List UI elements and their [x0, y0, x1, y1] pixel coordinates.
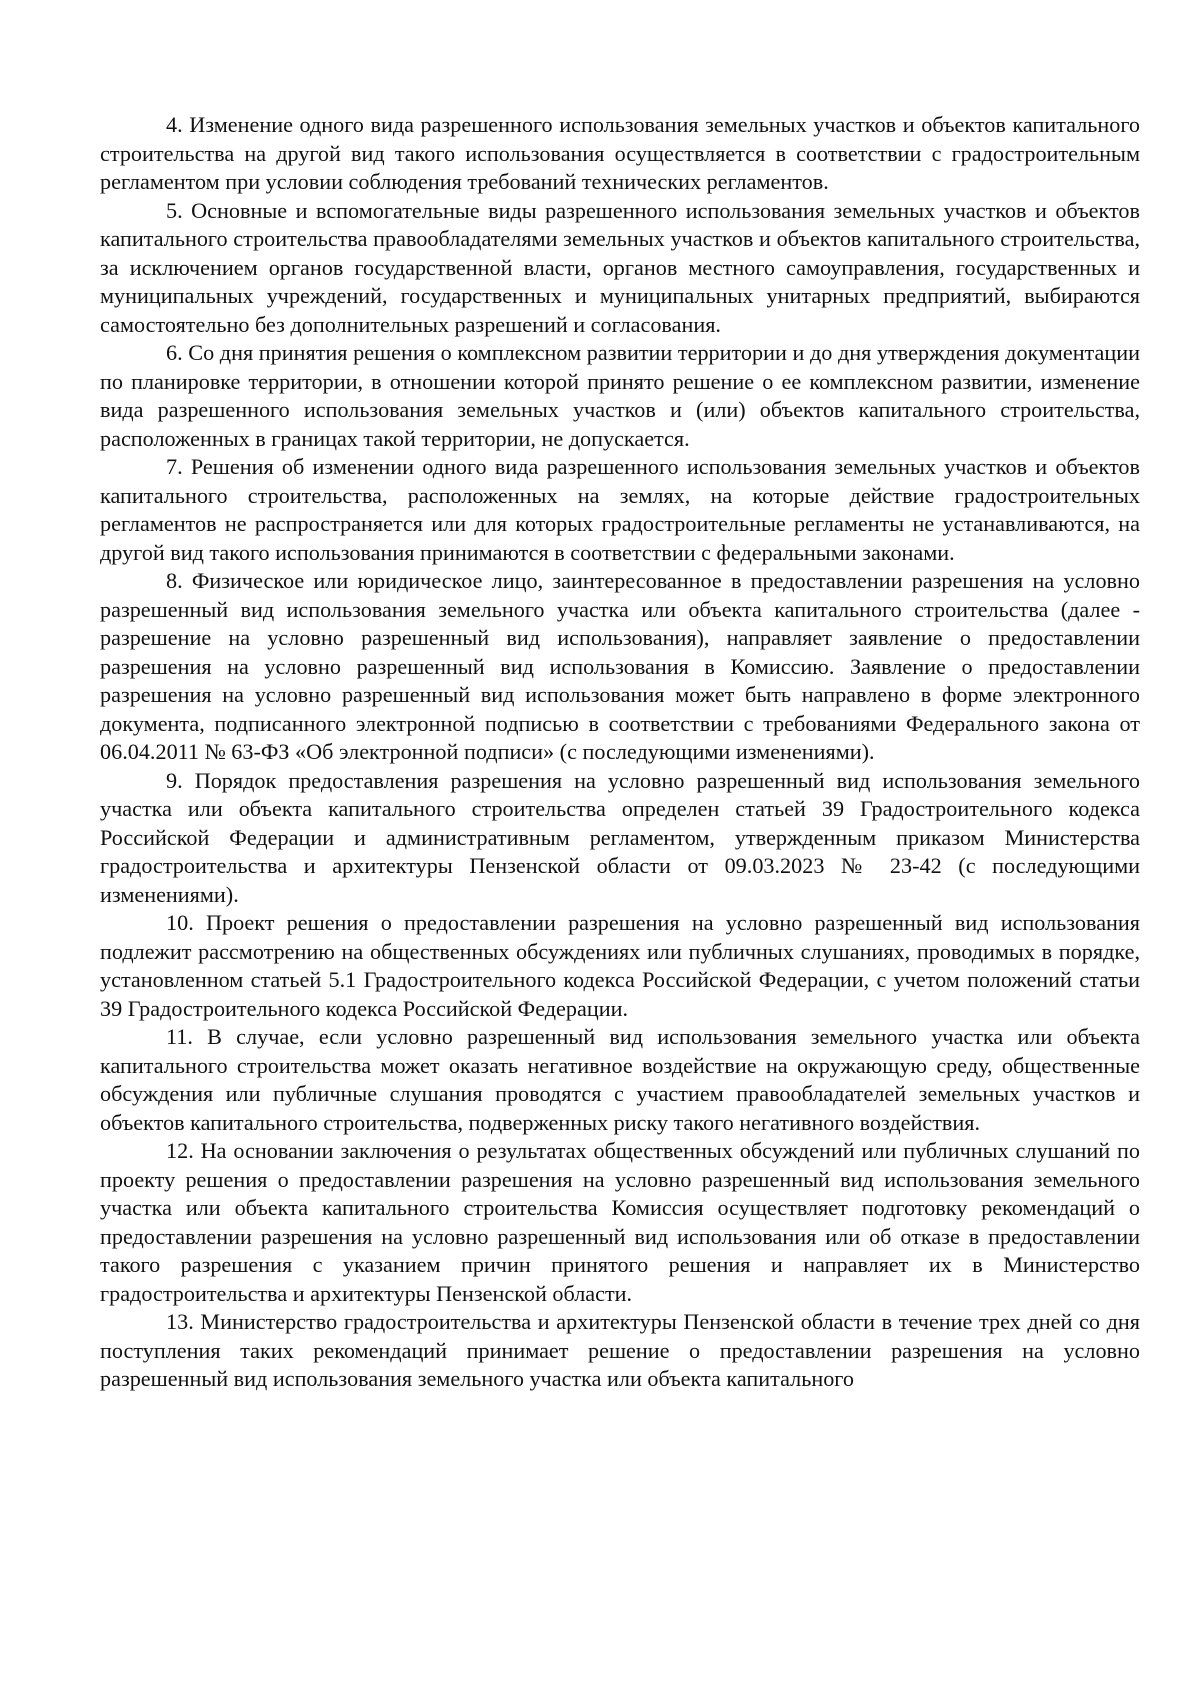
paragraph-7: 7. Решения об изменении одного вида разрешенного использования земельных участков и объектов капитального строительства, расположенных на землях, на которые действие градостроительных регламентов не распространяется или для которых градостроительные регламенты не устанавливаются, на другой вид такого использования принимаются в соответствии с федеральными законами.: [100, 454, 1140, 565]
paragraph-10: 10. Проект решения о предоставлении разрешения на условно разрешенный вид использования подлежит рассмотрению на общественных обсуждениях или публичных слушаниях, проводимых в порядке, установленном статьей 5.1 Градостроительного кодекса Российской Федерации, с учетом положений статьи 39 Градостроительного кодекса Российской Федерации.: [100, 910, 1140, 1021]
paragraph-11: 11. В случае, если условно разрешенный вид использования земельного участка или объекта капитального строительства может оказать негативное воздействие на окружающую среду, общественные обсуждения или публичные слушания проводятся с участием правообладателей земельных участков и объектов капитального строительства, подверженных риску такого негативного воздействия.: [100, 1024, 1140, 1135]
paragraph-8: 8. Физическое или юридическое лицо, заинтересованное в предоставлении разрешения на условно разрешенный вид использования земельного участка или объекта капитального строительства (далее - разрешение на условно разрешенный вид использования), направляет заявление о предоставлении разрешения на условно разрешенный вид использования в Комиссию. Заявление о предоставлении разрешения на условно разрешенный вид использования может быть направлено в форме электронного документа, подписанного электронной подписью в соответствии с требованиями Федерального закона от 06.04.2011 № 63-ФЗ «Об электронной подписи» (с последующими изменениями).: [100, 568, 1140, 764]
paragraph-13: 13. Министерство градостроительства и архитектуры Пензенской области в течение трех дней со дня поступления таких рекомендаций принимает решение о предоставлении разрешения на условно разрешенный вид использования земельного участка или объекта капитального: [100, 1309, 1140, 1391]
document-page: [100, 111, 1140, 1394]
paragraph-6: 6. Со дня принятия решения о комплексном развитии территории и до дня утверждения документации по планировке территории, в отношении которой принято решение о ее комплексном развитии, изменение вида разрешенного использования земельных участков и (или) объектов капитального строительства, расположенных в границах такой территории, не допускается.: [100, 340, 1140, 451]
paragraph-9: 9. Порядок предоставления разрешения на условно разрешенный вид использования земельного участка или объекта капитального строительства определен статьей 39 Градостроительного кодекса Российской Федерации и административным регламентом, утвержденным приказом Министерства градостроительства и архитектуры Пензенской области от 09.03.2023 № 23-42 (с последующими изменениями).: [100, 767, 1140, 907]
paragraph-12: 12. На основании заключения о результатах общественных обсуждений или публичных слушаний по проекту решения о предоставлении разрешения на условно разрешенный вид использования земельного участка или объекта капитального строительства Комиссия осуществляет подготовку рекомендаций о предоставлении разрешения на условно разрешенный вид использования или об отказе в предоставлении такого разрешения с указанием причин принятого решения и направляет их в Министерство градостроительства и архитектуры Пензенской области.: [100, 1138, 1140, 1306]
paragraph-5: 5. Основные и вспомогательные виды разрешенного использования земельных участков и объектов капитального строительства правообладателями земельных участков и объектов капитального строительства, за исключением органов государственной власти, органов местного самоуправления, государственных и муниципальных учреждений, государственных и муниципальных унитарных предприятий, выбираются самостоятельно без дополнительных разрешений и согласования.: [100, 197, 1140, 337]
paragraph-4: 4. Изменение одного вида разрешенного использования земельных участков и объектов капитального строительства на другой вид такого использования осуществляется в соответствии с градостроительным регламентом при условии соблюдения требований технических регламентов.: [100, 112, 1140, 194]
